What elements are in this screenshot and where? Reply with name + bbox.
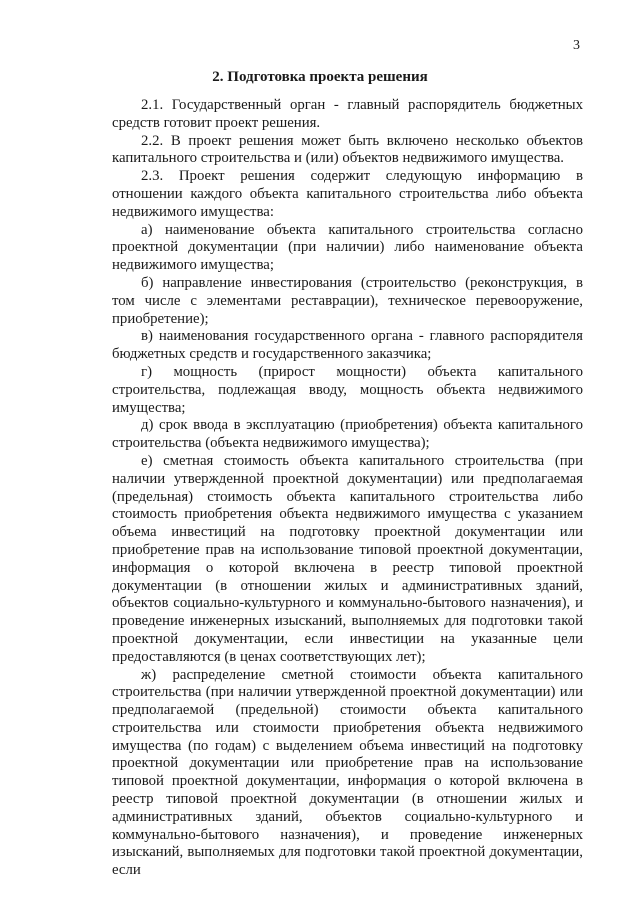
paragraph-2-1: 2.1. Государственный орган - главный распорядитель бюджетных средств готовит проект решения. [112,97,583,131]
section-heading: 2. Подготовка проекта решения [212,69,428,85]
body-text [112,97,583,880]
paragraph-item-b: б) направление инвестирования (строительство (реконструкция, в том числе с элементами реставрации), техническое перевооружение, приобретение); [112,274,583,327]
paragraph-item-zh: ж) распределение сметной стоимости объекта капитального строительства (при наличии утвержденной проектной документации) или предполагаемой (предельной) стоимости объекта капитального строительства или стоимости приобретения объекта недвижимого имущества (по годам) с выделением объема инвестиций на подготовку проектной документации или приобретение прав на использование типовой проектной документации, информация о которой включена в реестр типовой проектной документации (в отношении жилых и административных зданий, объектов социально-культурного и коммунально-бытового назначения), и проведение инженерных изысканий, выполняемых для подготовки такой проектной документации, если [112,666,583,879]
paragraph-item-g: г) мощность (прирост мощности) объекта капитального строительства, подлежащая вводу, мощность объекта недвижимого имущества; [112,363,583,416]
paragraph-2-2: 2.2. В проект решения может быть включено несколько объектов капитального строительства и (или) объектов недвижимого имущества. [112,132,583,167]
paragraph-item-d: д) срок ввода в эксплуатацию (приобретения) объекта капитального строительства (объекта недвижимого имущества); [112,417,583,452]
paragraph-2-3: 2.3. Проект решения содержит следующую информацию в отношении каждого объекта капитального строительства либо объекта недвижимого имущества: [112,168,583,220]
paragraph-item-a: а) наименование объекта капитального строительства согласно проектной документации (при наличии) либо наименование объекта недвижимого имущества; [112,221,583,274]
page-number: 3 [573,38,580,53]
paragraph-item-e: е) сметная стоимость объекта капитального строительства (при наличии утвержденной проектной документации) или предполагаемая (предельная) стоимость объекта капитального строительства либо стоимость приобретения объекта недвижимого имущества с указанием объема инвестиций на подготовку проектной документации или приобретение прав на использование типовой проектной документации, информация о которой включена в реестр типовой проектной документации (в отношении жилых и административных зданий, объектов социально-культурного и коммунально-бытового назначения), и проведение инженерных изысканий, выполняемых для подготовки такой проектной документации, если инвестиции на указанные цели предоставляются (в ценах соответствующих лет); [112,452,583,665]
paragraph-item-v: в) наименования государственного органа - главного распорядителя бюджетных средств и государственного заказчика; [112,328,583,363]
